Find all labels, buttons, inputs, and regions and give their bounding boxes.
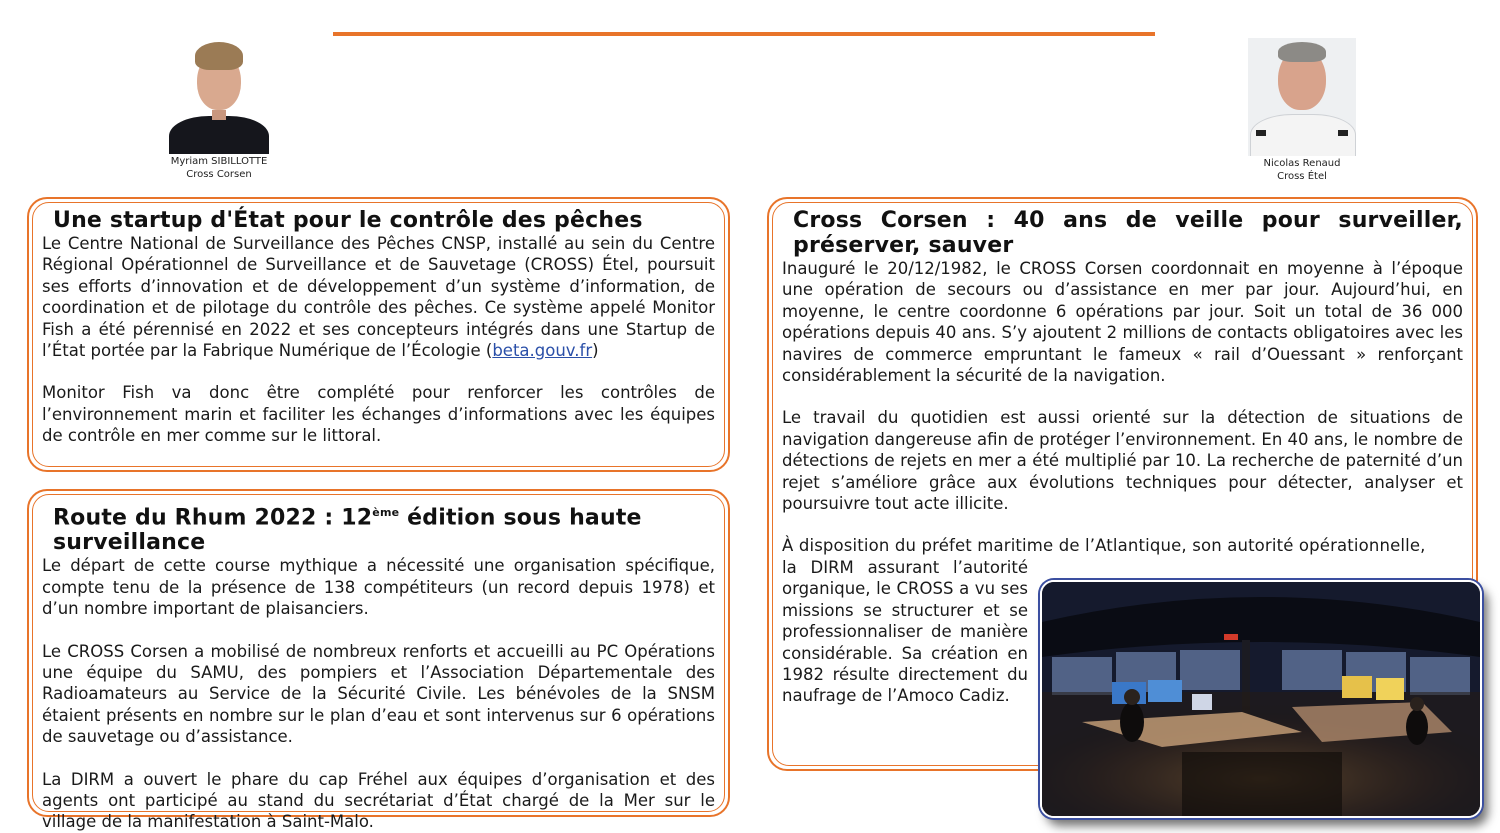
portrait-photo	[1248, 38, 1356, 156]
portrait-nicolas	[1233, 38, 1371, 185]
person-affiliation: Cross Étel	[1277, 171, 1327, 182]
person-name: Myriam SIBILLOTTE	[170, 156, 268, 167]
article-paragraph: la DIRM assurant l’autorité organique, le CROSS a vu ses missions se structurer et se professionnaliser de manière considérable. Sa création en 1982 résulte directement du naufrage de l’Amoco Cadiz.	[782, 557, 1028, 706]
article-paragraph: Monitor Fish va donc être complété pour renforcer les contrôles de l’environnement marin et faciliter les échanges d’informations avec les équipes de contrôle en mer comme sur le littoral.	[42, 383, 715, 446]
article-paragraph: Inauguré le 20/12/1982, le CROSS Corsen coordonnait en moyenne à l’époque une opération de secours ou d’assistance en mer par jour. Aujourd’hui, en moyenne, le centre coordonne 6 opérations par jour. Soit un total de 36 000 opérations depuis 40 ans. S’y ajoutent 2 millions de contacts obligatoires avec les navires de commerce empruntant le fameux « rail d’Ouessant » renforçant considérablement la sécurité de la navigation.	[782, 259, 1463, 386]
article-paragraph: À disposition du préfet maritime de l’Atlantique, son autorité opérationnelle,	[782, 536, 1426, 556]
article-title: Cross Corsen : 40 ans de veille pour surveiller, préserver, sauver	[793, 208, 1463, 258]
article-paragraph: Le travail du quotidien est aussi orienté sur la détection de situations de navigation dangereuse afin de protéger l’environnement. En 40 ans, le nombre de détections de rejets en mer a été multiplié par 10. La recherche de paternité d’un rejet s’améliore grâce aux évolutions techniques pour détecter, analyser et poursuivre tout acte illicite.	[782, 408, 1463, 514]
article-paragraph: Le départ de cette course mythique a nécessité une organisation spécifique, compte tenu de la présence de 138 compétiteurs (un record depuis 1978) et d’un nombre important de plaisanciers.	[42, 556, 715, 619]
article-paragraph: Le Centre National de Surveillance des Pêches CNSP, installé au sein du Centre Régional Opérationnel de Surveillance et de Sauvetage (CROSS) Étel, poursuit ses efforts d’innovation et de développement d’un système d’information, de coordination et de pilotage du contrôle des pêches. Ce système appelé Monitor Fish a été pérennisé en 2022 et ses concepteurs intégrés dans une Startup de l’État portée par la Fabrique Numérique de l’Écologie (beta.gouv.fr)	[42, 234, 715, 361]
article-paragraph: La DIRM a ouvert le phare du cap Fréhel aux équipes d’organisation et des agents ont participé au stand du secrétariat d’État chargé de la Mer sur le village de la manifestation à Saint-Malo.	[42, 769, 715, 832]
article-startup	[27, 197, 730, 472]
person-name: Nicolas Renaud	[1263, 158, 1341, 169]
article-title: Route du Rhum 2022 : 12ème édition sous haute surveillance	[53, 505, 642, 556]
control-room-illustration	[1042, 582, 1480, 816]
beta-gouv-link[interactable]: beta.gouv.fr	[492, 341, 593, 361]
article-paragraph: Le CROSS Corsen a mobilisé de nombreux renforts et accueilli au PC Opérations une équipe du SAMU, des pompiers et l’Association Départementale des Radioamateurs au Service de la Sécurité Civile. Les bénévoles de la SNSM étaient présents en nombre sur le plan d’eau et sont intervenus sur 6 opérations de sauvetage ou d’assistance.	[42, 641, 715, 747]
control-room-photo	[1040, 580, 1482, 818]
person-affiliation: Cross Corsen	[186, 169, 252, 180]
portrait-photo	[165, 38, 273, 154]
article-title: Une startup d'État pour le contrôle des pêches	[53, 208, 643, 233]
top-orange-rule	[333, 32, 1155, 36]
article-route-du-rhum	[27, 489, 730, 832]
portrait-myriam	[150, 38, 288, 183]
